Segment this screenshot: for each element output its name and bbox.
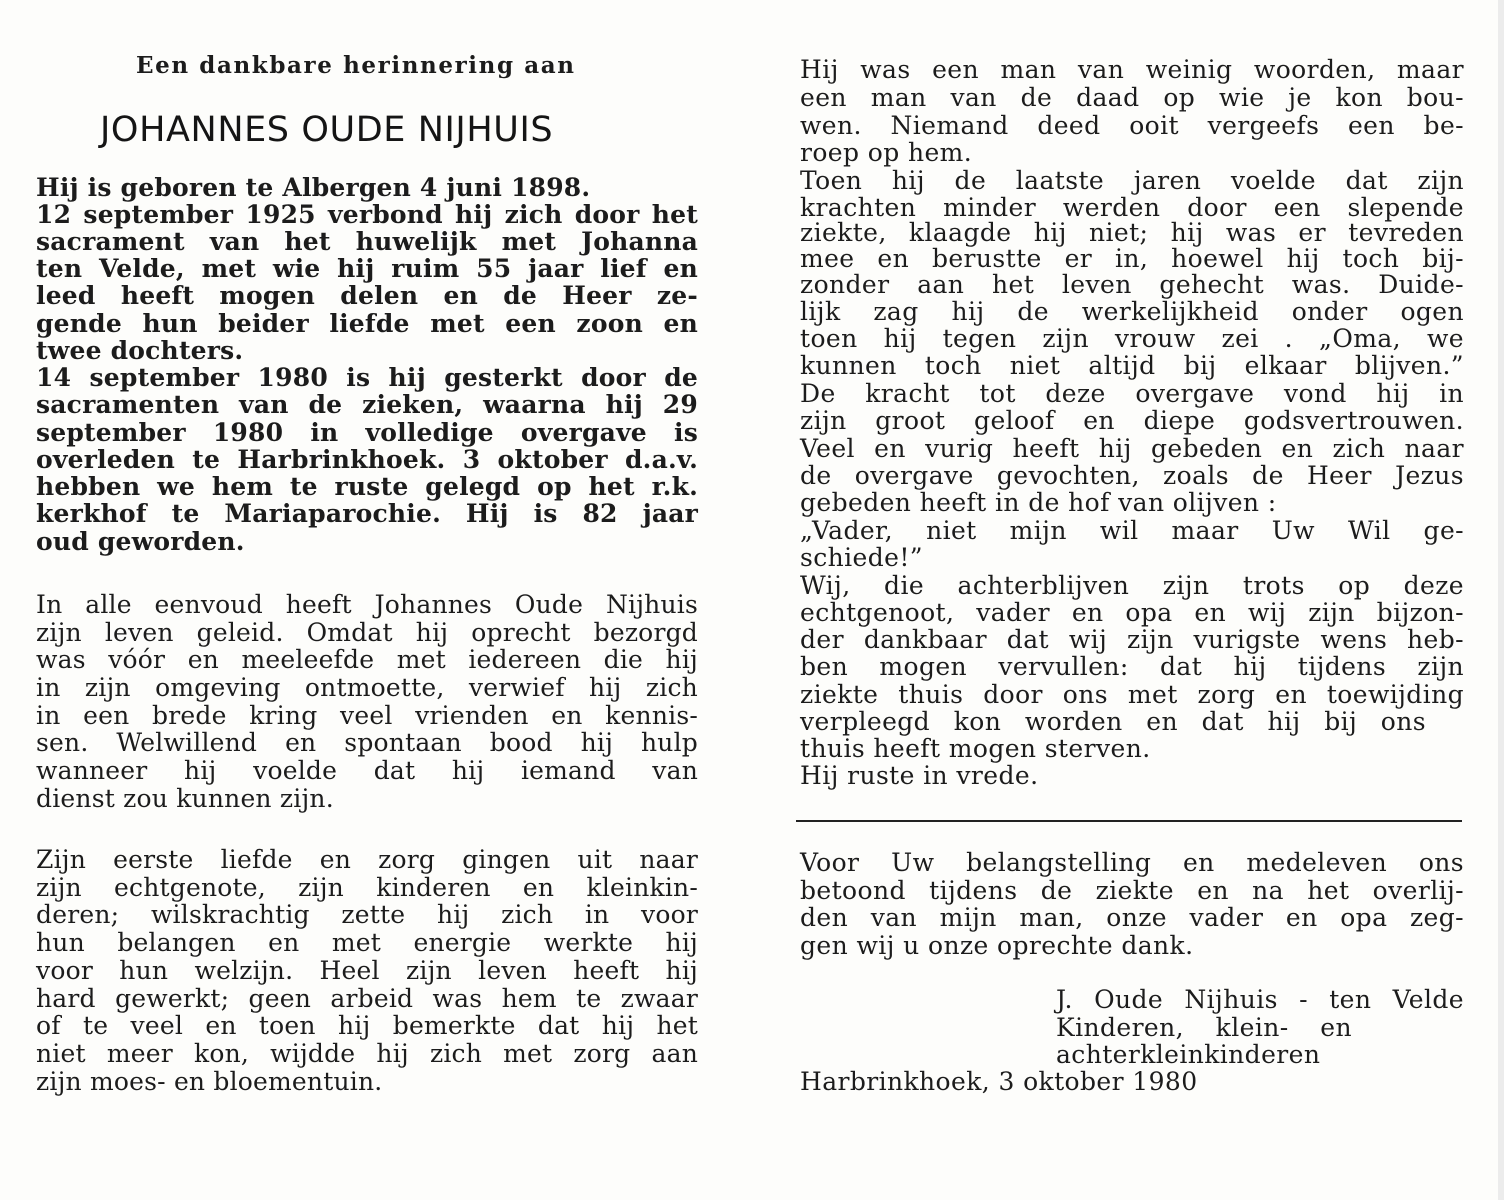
text-line: gebeden heeft in de hof van olijven : bbox=[800, 488, 1277, 517]
text-line: hun belangen en met energie werkte hij bbox=[36, 928, 698, 957]
text-line: roep op hem. bbox=[800, 138, 973, 167]
text-line: Hij is geboren te Albergen 4 juni 1898. bbox=[36, 173, 591, 202]
text-line: deren; wilskrachtig zette hij zich in voor bbox=[36, 900, 698, 929]
text-line: Hij was een man van weinig woorden, maar bbox=[800, 55, 1464, 84]
text-line: Zijn eerste liefde en zorg gingen uit naar bbox=[36, 845, 698, 874]
text-line: sacrament van het huwelijk met Johanna bbox=[36, 227, 698, 256]
signature-line: achterkleinkinderen bbox=[1056, 1040, 1321, 1069]
text-line: ten Velde, met wie hij ruim 55 jaar lief en bbox=[36, 254, 698, 283]
text-line: mee en berustte er in, hoewel hij toch bij- bbox=[800, 244, 1464, 273]
text-line: kerkhof te Mariaparochie. Hij is 82 jaar bbox=[36, 499, 698, 528]
text-line: zonder aan het leven gehecht was. Duide- bbox=[800, 270, 1464, 299]
text-line: sacramenten van de zieken, waarna hij 29 bbox=[36, 390, 698, 419]
text-line: Hij ruste in vrede. bbox=[800, 761, 1039, 790]
text-line: kunnen toch niet altijd bij elkaar blijven.” bbox=[800, 351, 1464, 380]
text-line: Veel en vurig heeft hij gebeden en zich naar bbox=[800, 434, 1464, 463]
text-line: de overgave gevochten, zoals de Heer Jezus bbox=[800, 461, 1464, 490]
text-line: ben mogen vervullen: dat hij tijdens zijn bbox=[800, 652, 1464, 681]
text-line: hebben we hem te ruste gelegd op het r.k. bbox=[36, 472, 698, 501]
text-line: De kracht tot deze overgave vond hij in bbox=[800, 379, 1464, 408]
text-line: 14 september 1980 is hij gesterkt door de bbox=[36, 363, 698, 392]
text-line: der dankbaar dat wij zijn vurigste wens heb- bbox=[800, 625, 1464, 654]
text-line: september 1980 in volledige overgave is bbox=[36, 418, 698, 447]
text-line: in zijn omgeving ontmoette, verwief hij zich bbox=[36, 673, 698, 702]
text-line: „Vader, niet mijn wil maar Uw Wil ge- bbox=[800, 516, 1464, 545]
text-line: gen wij u onze oprechte dank. bbox=[800, 931, 1194, 960]
text-line: thuis heeft mogen sterven. bbox=[800, 734, 1151, 763]
text-line: zijn echtgenote, zijn kinderen en kleinkin- bbox=[36, 873, 698, 902]
text-line: ziekte thuis door ons met zorg en toewijding bbox=[800, 680, 1464, 709]
text-line: leed heeft mogen delen en de Heer ze- bbox=[36, 281, 698, 310]
text-line: zijn moes- en bloementuin. bbox=[36, 1067, 383, 1096]
text-line: overleden te Harbrinkhoek. 3 oktober d.a.v. bbox=[36, 445, 698, 474]
text-line: zijn groot geloof en diepe godsvertrouwen. bbox=[800, 406, 1464, 435]
text-line: of te veel en toen hij bemerkte dat hij het bbox=[36, 1011, 698, 1040]
text-line: ziekte, klaagde hij niet; hij was er tevreden bbox=[800, 218, 1464, 247]
text-line: zijn leven geleid. Omdat hij oprecht bezorgd bbox=[36, 618, 698, 647]
intro-line: Een dankbare herinnering aan bbox=[136, 52, 576, 79]
text-line: wen. Niemand deed ooit vergeefs een be- bbox=[800, 111, 1464, 140]
text-line: toen hij tegen zijn vrouw zei . „Oma, we bbox=[800, 324, 1464, 353]
text-line: Toen hij de laatste jaren voelde dat zijn bbox=[800, 166, 1464, 195]
text-line: verpleegd kon worden en dat hij bij ons bbox=[800, 707, 1426, 736]
text-line: 12 september 1925 verbond hij zich door het bbox=[36, 200, 698, 229]
text-line: was vóór en meeleefde met iedereen die hij bbox=[36, 645, 698, 674]
text-line: in een brede kring veel vrienden en kennis- bbox=[36, 701, 698, 730]
signature-line: J. Oude Nijhuis - ten Velde bbox=[1056, 985, 1464, 1014]
text-line: sen. Welwillend en spontaan bood hij hulp bbox=[36, 728, 698, 757]
text-line: voor hun welzijn. Heel zijn leven heeft hij bbox=[36, 956, 698, 985]
text-line: krachten minder werden door een slepende bbox=[800, 193, 1464, 222]
text-line: twee dochters. bbox=[36, 336, 244, 365]
scan-edge bbox=[1498, 0, 1504, 1200]
text-line: hard gewerkt; geen arbeid was hem te zwaar bbox=[36, 984, 698, 1013]
text-line: betoond tijdens de ziekte en na het overlij- bbox=[800, 876, 1464, 905]
text-line: schiede!” bbox=[800, 543, 923, 572]
text-line: gende hun beider liefde met een zoon en bbox=[36, 309, 698, 338]
text-line: Wij, die achterblijven zijn trots op deze bbox=[800, 571, 1464, 600]
text-line: echtgenoot, vader en opa en wij zijn bijzon- bbox=[800, 598, 1464, 627]
section-divider bbox=[796, 820, 1462, 822]
text-line: In alle eenvoud heeft Johannes Oude Nijhuis bbox=[36, 590, 698, 619]
text-line: den van mijn man, onze vader en opa zeg- bbox=[800, 903, 1464, 932]
text-line: oud geworden. bbox=[36, 527, 245, 556]
text-line: dienst zou kunnen zijn. bbox=[36, 784, 334, 813]
text-line: Voor Uw belangstelling en medeleven ons bbox=[800, 848, 1464, 877]
text-line: niet meer kon, wijdde hij zich met zorg aan bbox=[36, 1039, 698, 1068]
text-line: een man van de daad op wie je kon bou- bbox=[800, 83, 1464, 112]
text-line: wanneer hij voelde dat hij iemand van bbox=[36, 756, 698, 785]
place-date: Harbrinkhoek, 3 oktober 1980 bbox=[800, 1067, 1198, 1096]
text-line: lijk zag hij de werkelijkheid onder ogen bbox=[800, 297, 1464, 326]
signature-line: Kinderen, klein- en bbox=[1056, 1013, 1352, 1042]
deceased-name: JOHANNES OUDE NIJHUIS bbox=[100, 110, 554, 150]
